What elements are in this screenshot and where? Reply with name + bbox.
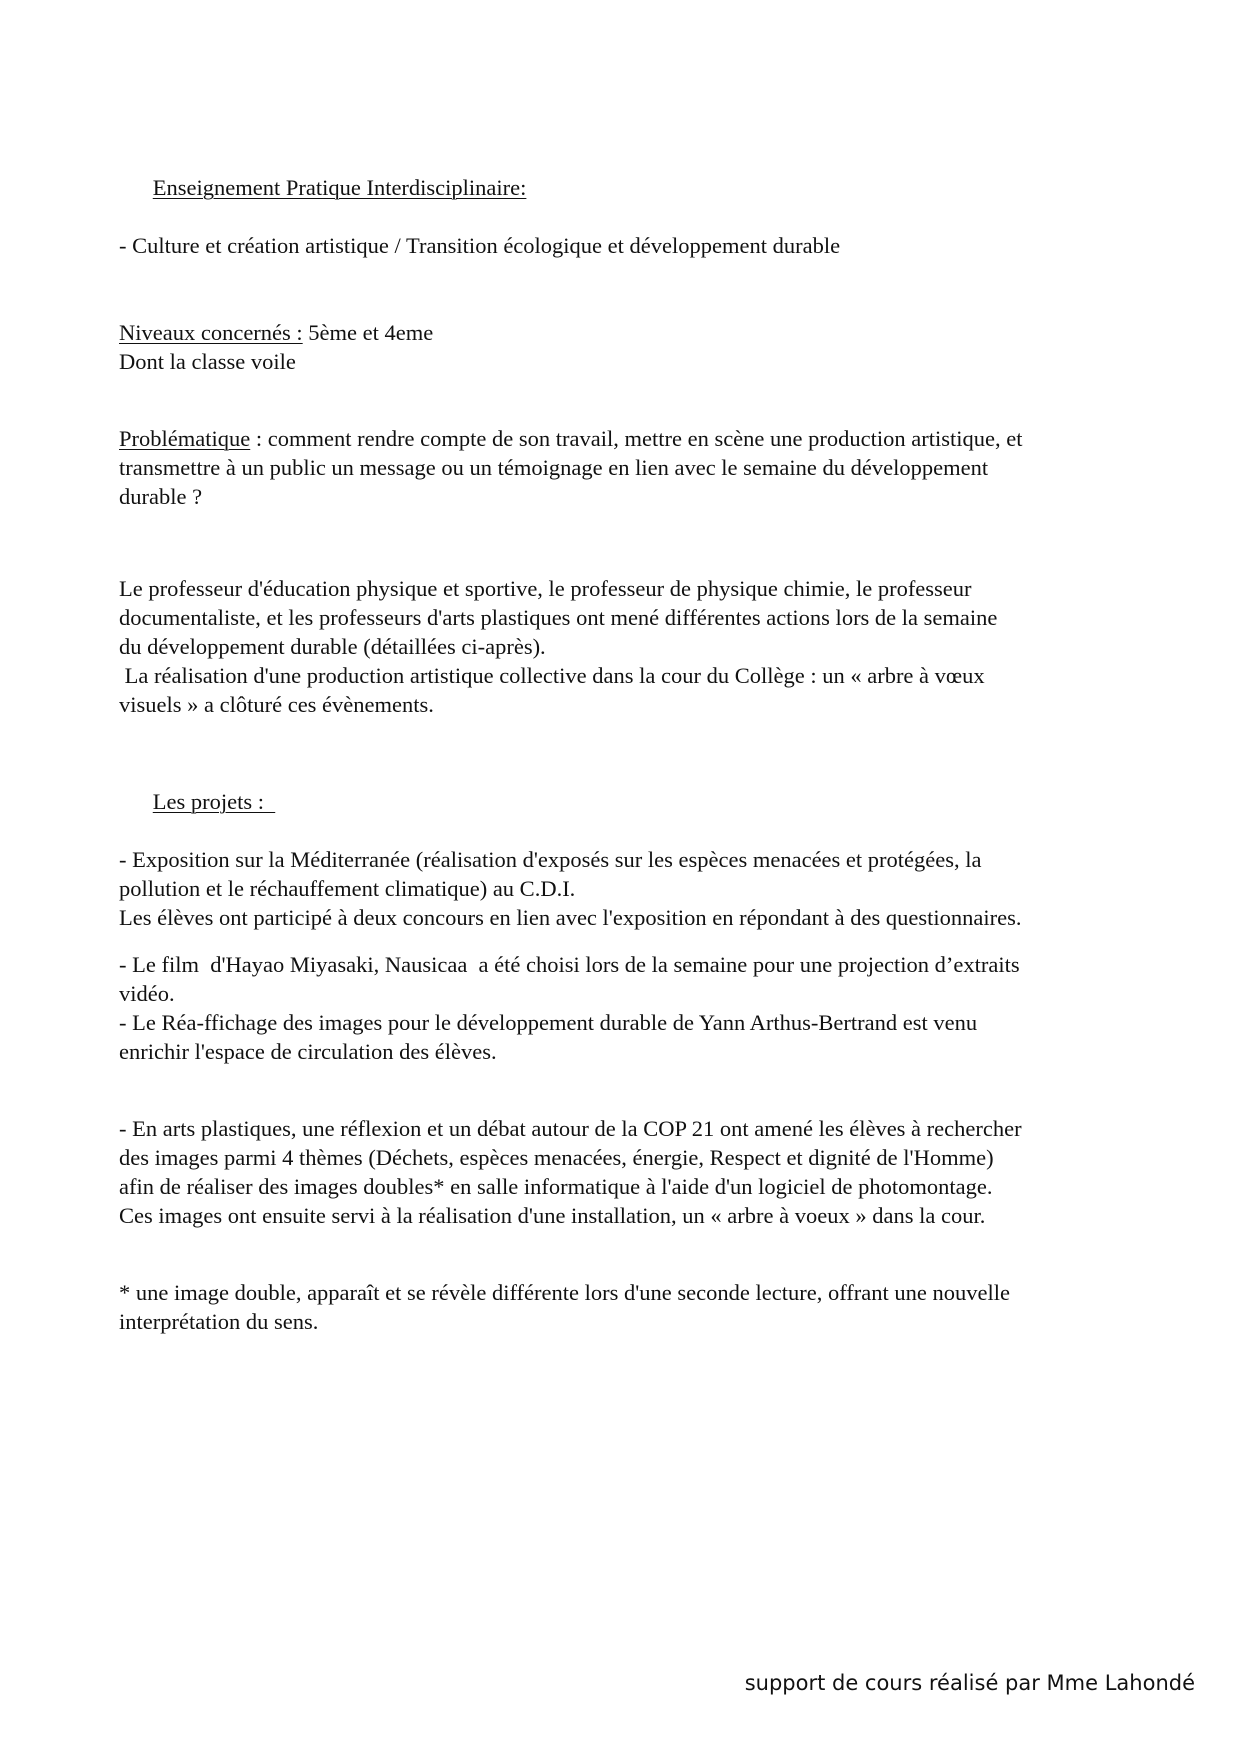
problematique-line-2: transmettre à un public un message ou un témoignage en lien avec le semaine du développement <box>119 455 989 480</box>
spacer <box>119 932 1129 950</box>
spacer <box>119 511 1129 574</box>
footer-credit: support de cours réalisé par Mme Lahondé <box>744 1671 1195 1695</box>
projets-g2-line-4: enrichir l'espace de circulation des élèves. <box>119 1039 497 1064</box>
projets-g2-line-1: - Le film d'Hayao Miyasaki, Nausicaa a été choisi lors de la semaine pour une projection d’extraits <box>119 952 1020 977</box>
niveaux-line2: Dont la classe voile <box>119 349 296 374</box>
problematique-label: Problématique <box>119 426 251 451</box>
problematique-line-1 <box>119 424 1129 453</box>
projets-g1-line-2: pollution et le réchauffement climatique) au C.D.I. <box>119 876 576 901</box>
intro-line-2: documentaliste, et les professeurs d'arts plastiques ont mené différentes actions lors de la semaine <box>119 605 998 630</box>
document-body <box>119 144 1129 1336</box>
spacer <box>119 260 1129 318</box>
problematique-text: : comment rendre compte de son travail, mettre en scène une production artistique, et <box>250 426 1023 451</box>
projets-heading: Les projets : <box>152 789 276 814</box>
niveaux-value: 5ème et 4eme <box>302 320 434 345</box>
projets-g2-line-2: vidéo. <box>119 981 175 1006</box>
spacer <box>119 376 1129 424</box>
projets-g3-line-2: des images parmi 4 thèmes (Déchets, espèces menacées, énergie, Respect et dignité de l'Homme) <box>119 1145 994 1170</box>
spacer <box>119 1230 1129 1278</box>
projets-g1-line-3: Les élèves ont participé à deux concours en lien avec l'exposition en répondant à des questionnaires. <box>119 905 1022 930</box>
spacer <box>119 1066 1129 1114</box>
spacer <box>119 719 1129 758</box>
projets-heading-line <box>119 758 1129 845</box>
projets-g1-line-1: - Exposition sur la Méditerranée (réalisation d'exposés sur les espèces menacées et protégées, la <box>119 847 982 872</box>
niveaux-label: Niveaux concernés : <box>119 320 303 345</box>
projets-g2-line-3: - Le Réa-ffichage des images pour le développement durable de Yann Arthus-Bertrand est venu <box>119 1010 978 1035</box>
niveaux-line <box>119 318 1129 347</box>
projets-g3-line-3: afin de réaliser des images doubles* en salle informatique à l'aide d'un logiciel de photomontage. <box>119 1174 993 1199</box>
intro-line-5: visuels » a clôturé ces évènements. <box>119 692 434 717</box>
note-line-2: interprétation du sens. <box>119 1309 319 1334</box>
epi-heading-line <box>119 144 1129 231</box>
epi-heading: Enseignement Pratique Interdisciplinaire: <box>152 175 527 200</box>
epi-subtitle: - Culture et création artistique / Transition écologique et développement durable <box>119 233 841 258</box>
intro-line-1: Le professeur d'éducation physique et sportive, le professeur de physique chimie, le professeur <box>119 576 972 601</box>
intro-line-3: du développement durable (détaillées ci-après). <box>119 634 546 659</box>
intro-line-4: La réalisation d'une production artistique collective dans la cour du Collège : un « arbre à vœux <box>119 663 985 688</box>
problematique-line-3: durable ? <box>119 484 203 509</box>
projets-g3-line-4: Ces images ont ensuite servi à la réalisation d'une installation, un « arbre à voeux » dans la cour. <box>119 1203 986 1228</box>
projets-g3-line-1: - En arts plastiques, une réflexion et un débat autour de la COP 21 ont amené les élèves à rechercher <box>119 1116 1022 1141</box>
note-line-1: * une image double, apparaît et se révèle différente lors d'une seconde lecture, offrant une nouvelle <box>119 1280 1010 1305</box>
